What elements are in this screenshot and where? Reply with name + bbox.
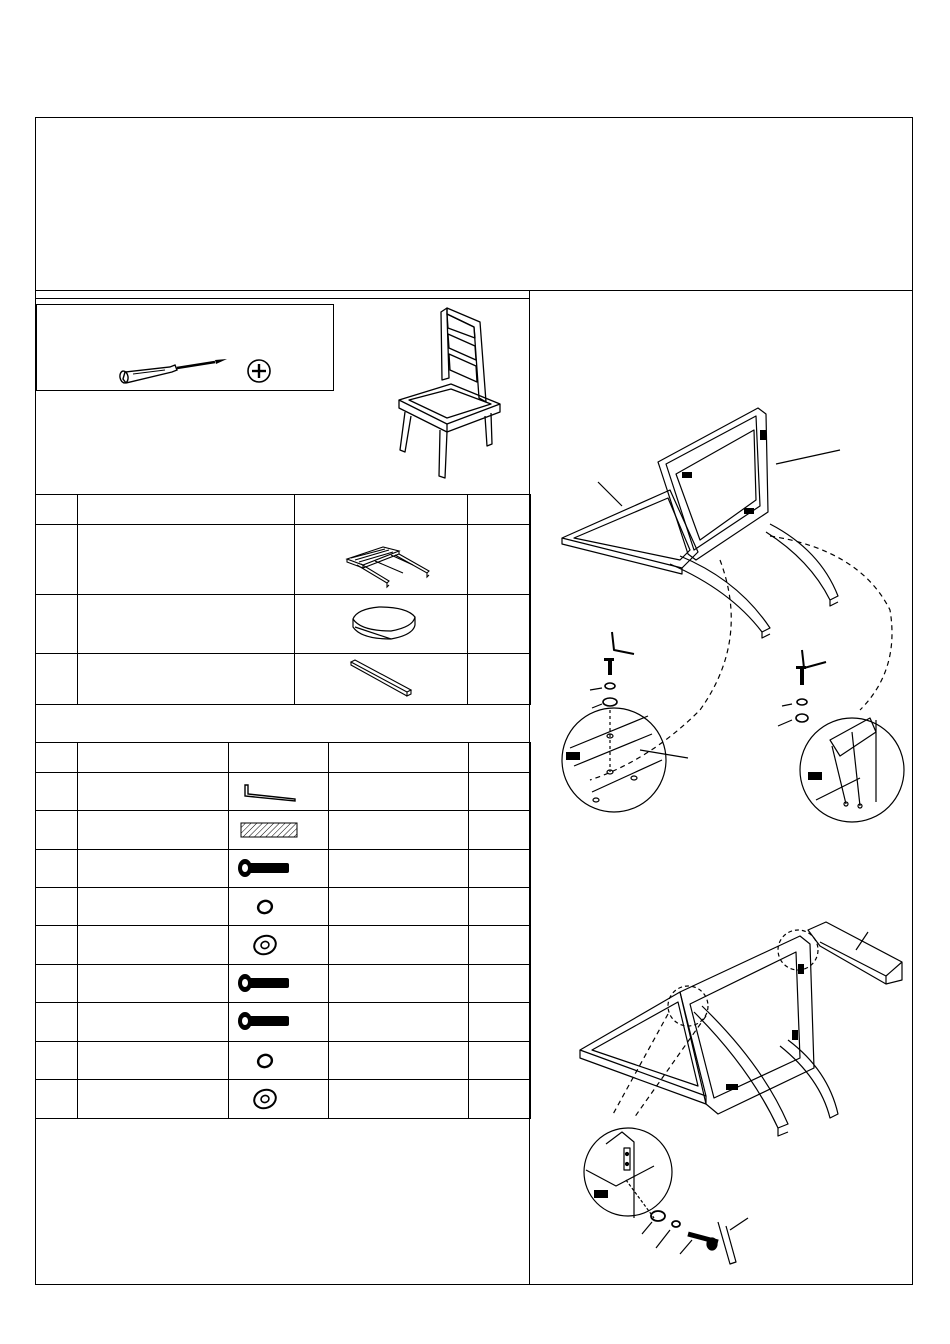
step-2-illustration [530, 918, 913, 1278]
hardware-header-qty [469, 743, 531, 773]
part-no [36, 654, 78, 705]
hardware-spec [329, 965, 469, 1003]
hardware-header-no [36, 743, 78, 773]
hardware-header-row [36, 743, 531, 773]
tools-box [36, 304, 334, 391]
hardware-image-cell [229, 1042, 329, 1080]
hardware-qty [469, 850, 531, 888]
part-qty [468, 654, 531, 705]
hardware-image-cell [229, 926, 329, 965]
table-row [36, 773, 531, 811]
hardware-table [35, 742, 531, 1119]
part-description [78, 654, 295, 705]
tools-top-rule [35, 298, 529, 299]
hardware-description [78, 1042, 229, 1080]
hardware-no [36, 965, 78, 1003]
table-row [36, 525, 531, 595]
hardware-no [36, 888, 78, 926]
parts-header-qty [468, 495, 531, 525]
hardware-description [78, 888, 229, 926]
hardware-header-description [78, 743, 229, 773]
hardware-no [36, 811, 78, 850]
hardware-qty [469, 888, 531, 926]
hardware-no [36, 850, 78, 888]
part-no [36, 525, 78, 595]
hardware-image-cell [229, 888, 329, 926]
header-divider [35, 290, 913, 291]
part-no [36, 595, 78, 654]
hardware-qty [469, 926, 531, 965]
hardware-description [78, 965, 229, 1003]
chair-overview-illustration [385, 300, 520, 480]
table-row [36, 1042, 531, 1080]
step-1-illustration [530, 400, 913, 840]
hardware-spec [329, 773, 469, 811]
table-row [36, 965, 531, 1003]
lock-washer-icon [229, 888, 329, 925]
part-qty [468, 595, 531, 654]
table-row [36, 654, 531, 705]
hardware-no [36, 1003, 78, 1042]
hardware-description [78, 926, 229, 965]
bolt-icon [229, 1003, 329, 1041]
hardware-no [36, 926, 78, 965]
phillips-head-icon [245, 357, 273, 385]
hardware-qty [469, 811, 531, 850]
hardware-image-cell [229, 965, 329, 1003]
table-row [36, 850, 531, 888]
hardware-description [78, 1003, 229, 1042]
felt-pad-icon [229, 811, 329, 849]
parts-table [35, 494, 531, 705]
table-row [36, 595, 531, 654]
part-description [78, 525, 295, 595]
parts-header-description [78, 495, 295, 525]
hardware-no [36, 1042, 78, 1080]
document-title [36, 118, 912, 290]
flat-washer-icon [229, 926, 329, 964]
hardware-image-cell [229, 811, 329, 850]
hardware-image-cell [229, 1003, 329, 1042]
hardware-spec [329, 888, 469, 926]
hardware-spec [329, 1042, 469, 1080]
hardware-qty [469, 1042, 531, 1080]
part-image-cell [295, 654, 468, 705]
seat-cushion-icon [295, 595, 468, 653]
table-row [36, 888, 531, 926]
assembly-notes [36, 1109, 529, 1284]
allen-key-icon [229, 773, 329, 810]
parts-header-no [36, 495, 78, 525]
hardware-spec [329, 811, 469, 850]
table-row [36, 811, 531, 850]
parts-header-row [36, 495, 531, 525]
hardware-description [78, 811, 229, 850]
seat-back-frame-icon [295, 525, 468, 594]
hardware-image-cell [229, 773, 329, 811]
hardware-description [78, 850, 229, 888]
part-qty [468, 525, 531, 595]
part-image-cell [295, 595, 468, 654]
table-row [36, 1003, 531, 1042]
hardware-header-spec [329, 743, 469, 773]
hardware-qty [469, 1003, 531, 1042]
table-row [36, 926, 531, 965]
part-description [78, 595, 295, 654]
hardware-spec [329, 926, 469, 965]
hardware-description [78, 773, 229, 811]
front-rail-icon [295, 654, 468, 704]
hardware-spec [329, 850, 469, 888]
bolt-icon [229, 850, 329, 887]
hardware-header-image [229, 743, 329, 773]
part-image-cell [295, 525, 468, 595]
lock-washer-icon [229, 1042, 329, 1079]
hardware-no [36, 773, 78, 811]
parts-header-image [295, 495, 468, 525]
screwdriver-icon [37, 305, 335, 392]
hardware-image-cell [229, 850, 329, 888]
hardware-spec [329, 1003, 469, 1042]
hardware-qty [469, 965, 531, 1003]
hardware-qty [469, 773, 531, 811]
bolt-icon [229, 965, 329, 1002]
